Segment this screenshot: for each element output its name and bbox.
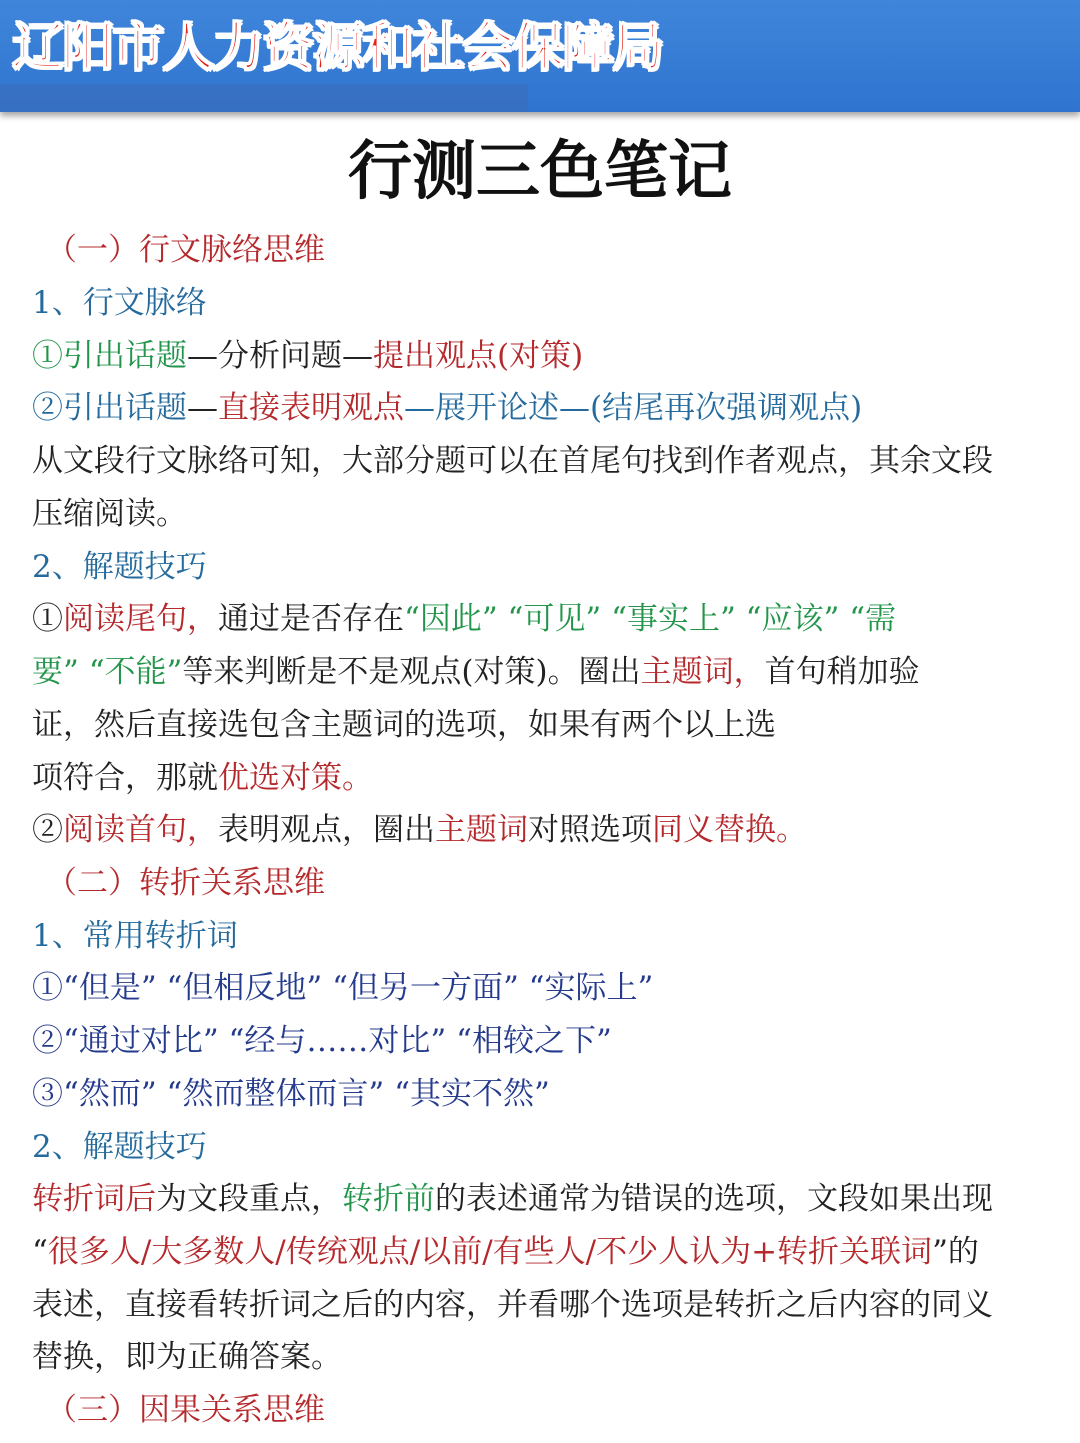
text-segment: 阅读首句， [63, 812, 218, 848]
text-segment: 优选对策。 [218, 760, 373, 796]
note-line [32, 1021, 1062, 1061]
text-segment: ②“通过对比” “经与……对比” “相较之下” [32, 1023, 612, 1059]
text-segment: 很多人/大多数人/传统观点/以前/有些人/不少人认为+转折关联词 [47, 1234, 933, 1270]
text-segment: ②引出话题 [32, 390, 187, 426]
text-segment: 表明观点，圈出 [218, 812, 435, 848]
text-segment: 表述，直接看转折词之后的内容，并看哪个选项是转折之后内容的同义 [32, 1287, 993, 1323]
text-segment: 对照选项 [528, 812, 652, 848]
text-segment: 等来判断是不是观点(对策)。圈出 [182, 654, 641, 690]
note-line [32, 547, 1062, 587]
text-segment: 转折前 [342, 1181, 435, 1217]
note-line [32, 1285, 1062, 1325]
text-segment: 2、解题技巧 [32, 549, 207, 585]
text-segment: 提出观点(对策) [373, 338, 584, 374]
text-segment: 首句稍加验 [764, 654, 920, 690]
text-segment: 同义替换。 [652, 812, 807, 848]
text-segment: （三）因果关系思维 [46, 1392, 325, 1428]
note-line [32, 1074, 1062, 1114]
note-line [32, 1337, 1062, 1377]
note-line [32, 441, 1062, 481]
note-line [46, 1390, 1076, 1430]
document-title: 行测三色笔记 [348, 135, 732, 209]
header-banner [0, 0, 1080, 112]
note-line [32, 336, 1062, 376]
text-segment: “ [32, 1234, 48, 1270]
note-line [32, 283, 1062, 323]
text-segment: ①“但是” “但相反地” “但另一方面” “实际上” [32, 970, 654, 1006]
text-segment: 项符合，那就 [32, 760, 218, 796]
note-line [32, 1179, 1062, 1219]
note-line [32, 916, 1062, 956]
text-segment: 主题词， [640, 654, 765, 690]
note-line [32, 599, 1062, 639]
text-segment: 转折词后 [32, 1181, 156, 1217]
text-segment: 替换，即为正确答案。 [32, 1339, 342, 1375]
text-segment: 为文段重点， [156, 1181, 342, 1217]
text-segment: 的表述通常为错误的选项，文段如果出现 [435, 1181, 993, 1217]
text-segment: 压缩阅读。 [32, 496, 187, 532]
text-segment: 直接表明观点 [218, 390, 404, 426]
note-line [32, 1232, 1062, 1272]
text-segment: ③“然而” “然而整体而言” “其实不然” [32, 1076, 550, 1112]
text-segment: 从文段行文脉络可知，大部分题可以在首尾句找到作者观点，其余文段 [32, 443, 993, 479]
text-segment: — [187, 390, 218, 426]
text-segment: 要” “不能” [32, 654, 183, 690]
org-name: 辽阳市人力资源和社会保障局 [12, 18, 663, 78]
note-line [32, 705, 1062, 745]
text-segment: 1、行文脉络 [32, 285, 207, 321]
text-segment: “因此” “可见” “事实上” “应该” “需 [404, 601, 897, 637]
text-segment: 证，然后直接选包含主题词的选项，如果有两个以上选 [32, 707, 776, 743]
text-segment: 阅读尾句， [63, 601, 218, 637]
text-segment: —展开论述—(结尾再次强调观点) [404, 390, 863, 426]
note-line [46, 230, 1076, 270]
text-segment: （二）转折关系思维 [46, 865, 325, 901]
note-line [32, 968, 1062, 1008]
text-segment: —分析问题— [187, 338, 373, 374]
note-line [32, 388, 1062, 428]
text-segment: （一）行文脉络思维 [46, 232, 325, 268]
text-segment: ① [32, 601, 63, 637]
note-line [32, 494, 1062, 534]
note-line [32, 758, 1062, 798]
text-segment: 2、解题技巧 [32, 1129, 207, 1165]
text-segment: ② [32, 812, 63, 848]
banner-band [0, 84, 528, 112]
text-segment: 主题词 [435, 812, 528, 848]
text-segment: ”的 [932, 1234, 979, 1270]
note-line [32, 1127, 1062, 1167]
text-segment: 通过是否存在 [218, 601, 404, 637]
text-segment: ①引出话题 [32, 338, 187, 374]
text-segment: 1、常用转折词 [32, 918, 238, 954]
note-line [32, 810, 1062, 850]
note-line [32, 652, 1062, 692]
note-line [46, 863, 1076, 903]
